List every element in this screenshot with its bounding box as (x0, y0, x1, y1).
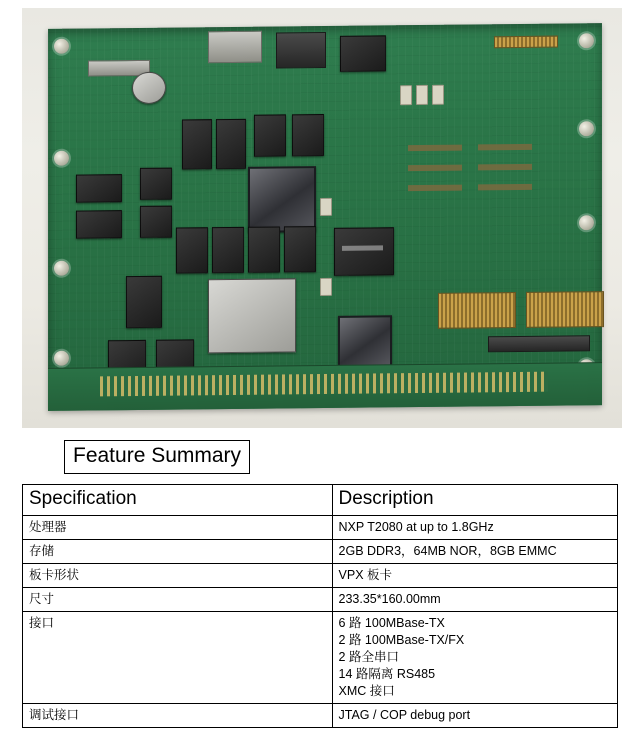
capacitor (416, 85, 428, 105)
spec-name: 调试接口 (23, 704, 333, 728)
spec-value-line: 2 路 100MBase-TX/FX (338, 633, 465, 647)
rj45-connector (276, 32, 326, 69)
specification-table (22, 484, 618, 728)
capacitor (320, 198, 332, 216)
maxim-ic (76, 174, 122, 202)
screw-hole (54, 151, 69, 166)
table-row (23, 540, 618, 564)
memory-chip (292, 114, 324, 156)
capacitor (432, 85, 444, 105)
spec-value: NXP T2080 at up to 1.8GHz (332, 516, 617, 540)
small-ic (140, 168, 172, 200)
table-row (23, 564, 618, 588)
spec-name: 处理器 (23, 516, 333, 540)
screw-hole (54, 39, 69, 54)
table-row (23, 612, 618, 704)
vpx-board-photo (22, 8, 622, 428)
small-ic (140, 206, 172, 238)
spec-name: 存储 (23, 540, 333, 564)
screw-hole (54, 351, 69, 366)
table-row (23, 588, 618, 612)
resistor-array (478, 184, 532, 191)
memory-chip (248, 226, 280, 272)
spec-value-line: 14 路隔离 RS485 (338, 667, 436, 681)
xmc-connector (526, 291, 604, 328)
resistor-array (478, 144, 532, 151)
table-row (23, 704, 618, 728)
column-header-specification: Specification (23, 485, 333, 516)
memory-chip (182, 119, 212, 169)
spec-value-line: XMC 接口 (338, 684, 395, 698)
maxim-ic (76, 210, 122, 238)
spec-name: 板卡形状 (23, 564, 333, 588)
memory-chip (284, 226, 316, 272)
resistor-array (478, 164, 532, 171)
memory-chip (212, 227, 244, 273)
edge-connector (488, 335, 590, 352)
usb-connector (208, 31, 262, 64)
memory-chip (216, 119, 246, 169)
spec-value: VPX 板卡 (332, 564, 617, 588)
fpga-chip (338, 315, 392, 368)
idt-switch-chip (334, 227, 394, 276)
screw-hole (579, 215, 594, 230)
screw-hole (579, 121, 594, 136)
pcb-board (48, 23, 602, 411)
resistor-array (408, 185, 462, 192)
capacitor (320, 278, 332, 296)
spec-name: 接口 (23, 612, 333, 704)
main-processor (248, 166, 316, 233)
pcb-bottom-edge (48, 362, 602, 411)
memory-chip (254, 114, 286, 156)
memory-chip (176, 227, 208, 273)
spec-value-line: 2 路全串口 (338, 650, 399, 664)
spec-value: JTAG / COP debug port (332, 704, 617, 728)
shielded-module (340, 35, 386, 71)
spec-value-list (332, 612, 617, 704)
gold-finger-contacts (100, 372, 548, 397)
capacitor (400, 85, 412, 105)
feature-summary-heading: Feature Summary (64, 440, 250, 474)
spec-name: 尺寸 (23, 588, 333, 612)
gold-header (494, 36, 558, 49)
large-silver-chip (208, 278, 296, 353)
resistor-array (408, 165, 462, 172)
screw-hole (579, 33, 594, 48)
table-header-row (23, 485, 618, 516)
table-row (23, 516, 618, 540)
screw-hole (54, 261, 69, 276)
memory-chip (126, 276, 162, 328)
column-header-description: Description (332, 485, 617, 516)
xmc-connector (438, 292, 516, 329)
resistor-array (408, 145, 462, 152)
spec-value: 2GB DDR3，64MB NOR，8GB EMMC (332, 540, 617, 564)
spec-value-line: 6 路 100MBase-TX (338, 616, 445, 630)
spec-value: 233.35*160.00mm (332, 588, 617, 612)
